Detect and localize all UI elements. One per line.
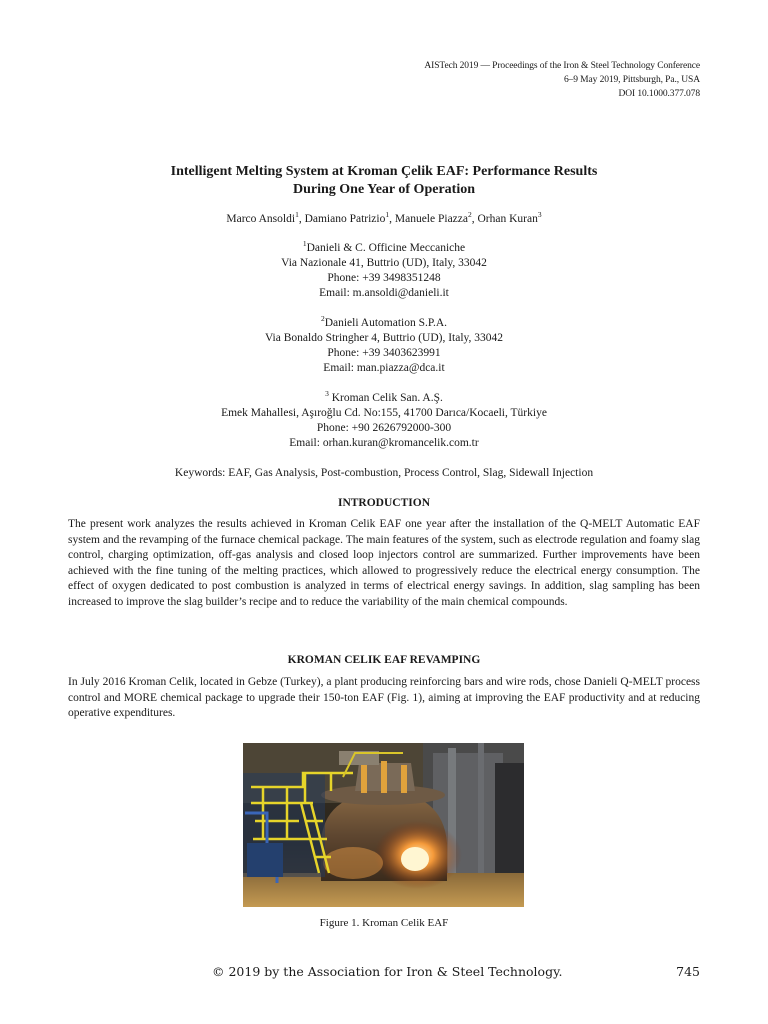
page-number: 745 (676, 964, 700, 979)
conference-name: AISTech 2019 — Proceedings of the Iron & Steel Technology Conference (424, 61, 700, 71)
affiliation-2 (68, 316, 700, 376)
title-line-2: During One Year of Operation (293, 182, 475, 197)
introduction-paragraph: The present work analyzes the results achieved in Kroman Celik EAF one year after the installation of the Q-MELT Automatic EAF system and the revamping of the furnace chemical package. The main features of the system, such as electrode regulation and foamy slag control, charging optimization, off-gas analysis and closed loop injectors control are summarized. Further improvements have been achieved with the fine tuning of the melting practices, which allowed to progressively reduce the electrical energy consumption. The effect of oxygen dedicated to post combustion is analyzed in terms of electrical energy savings. In addition, slag sampling has been increased to improve the slag builder’s recipe and to reduce the variability of the main chemical compounds. (68, 518, 700, 608)
affiliation-mark: 3 (325, 389, 329, 399)
author-name: Damiano Patrizio (304, 213, 386, 225)
affiliation-mark: 1 (302, 239, 307, 249)
author-affiliation-mark: 2 (468, 210, 472, 220)
figure-1-photo (243, 743, 524, 907)
affiliation-1 (68, 241, 700, 301)
author-name: Orhan Kuran (477, 213, 538, 225)
figure-1-caption: Figure 1. Kroman Celik EAF (319, 917, 449, 929)
affiliation-address: Via Bonaldo Stringher 4, Buttrio (UD), Italy, 33042 (264, 332, 504, 344)
conference-dates-location: 6–9 May 2019, Pittsburgh, Pa., USA (563, 75, 700, 85)
affiliation-3 (68, 391, 700, 451)
affiliation-org: Danieli & C. Officine Meccaniche (306, 242, 466, 254)
revamping-paragraph: In July 2016 Kroman Celik, located in Gebze (Turkey), a plant producing reinforcing bars and wire rods, chose Danieli Q-MELT process control and MORE chemical package to upgrade their 150-ton EAF (Fig. 1), aiming at improving the EAF productivity and at reducing operative expenditures. (68, 676, 700, 720)
affiliation-email: Email: man.piazza@dca.it (323, 362, 445, 374)
title-line-1: Intelligent Melting System at Kroman Çelik EAF: Performance Results (170, 164, 598, 179)
affiliation-address: Via Nazionale 41, Buttrio (UD), Italy, 33042 (281, 257, 487, 269)
running-header (280, 59, 700, 101)
author-affiliation-mark: 3 (537, 210, 542, 220)
affiliation-mark: 2 (320, 314, 325, 324)
author-affiliation-mark: 1 (385, 210, 390, 220)
affiliation-email: Email: m.ansoldi@danieli.it (319, 287, 449, 299)
author-list: Marco Ansoldi$^1$, Damiano Patrizio$^1$, Manuele Piazza$^2$, Orhan Kuran$^3$ (226, 210, 542, 225)
paper-title (68, 163, 700, 199)
affiliation-phone: Phone: +90 2626792000-300 (316, 422, 452, 434)
copyright-footer: © 2019 by the Association for Iron & Steel Technology. (212, 964, 563, 979)
affiliation-org: Kroman Celik San. A.Ş. (331, 392, 443, 404)
affiliation-email: Email: orhan.kuran@kromancelik.com.tr (289, 437, 479, 449)
author-affiliation-mark: 1 (295, 210, 299, 220)
author-name: Manuele Piazza (394, 213, 468, 225)
section-heading-introduction: INTRODUCTION (337, 497, 430, 509)
affiliation-phone: Phone: +39 3403623991 (327, 347, 441, 359)
section-heading-revamping: KROMAN CELIK EAF REVAMPING (287, 654, 481, 666)
keywords: Keywords: EAF, Gas Analysis, Post-combustion, Process Control, Slag, Sidewall Injection (174, 467, 594, 479)
doi: DOI 10.1000.377.078 (618, 89, 700, 99)
affiliation-address: Emek Mahallesi, Aşıroğlu Cd. No:155, 41700 Darıca/Kocaeli, Türkiye (221, 407, 547, 419)
affiliation-phone: Phone: +39 3498351248 (327, 272, 441, 284)
affiliation-org: Danieli Automation S.P.A. (324, 317, 448, 329)
author-name: Marco Ansoldi (226, 213, 296, 225)
